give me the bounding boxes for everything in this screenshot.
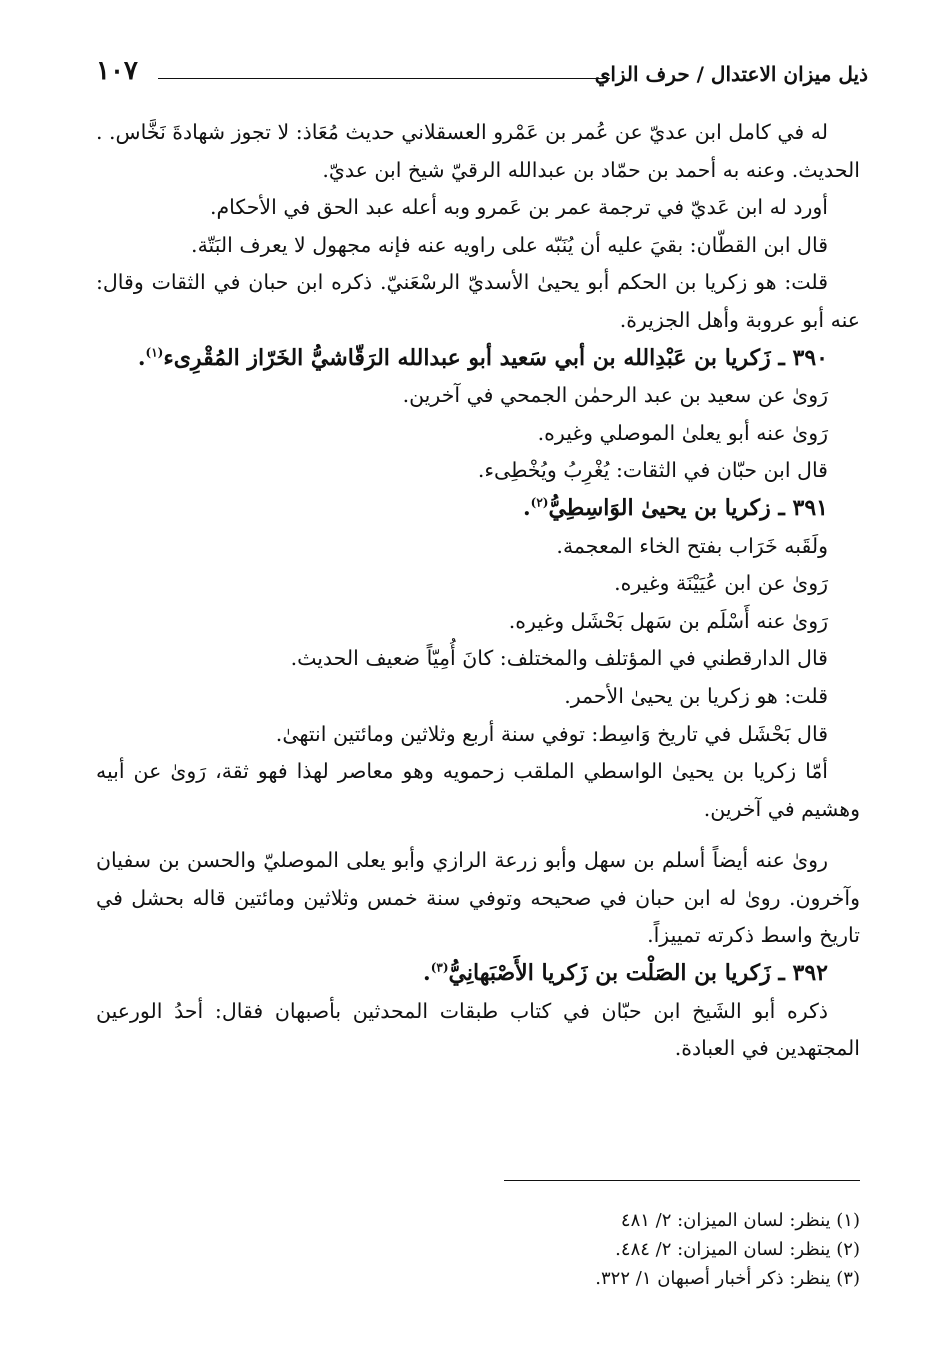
paragraph: له في كامل ابن عديّ عن عُمر بن عَمْرو العسقلاني حديث مُعَاذ: لا تجوز شهادةَ نَخَّاس. . الحديث. وعنه به أحمد بن حمّاد بن عبدالله الرقيّ شيخ ابن عديّ. [96,120,860,182]
entry-title: ٣٩٠ ـ زَكريا بن عَبْدِالله بن أبي سَعيد أبو عبدالله الرَقّاشيُّ الخَرّاز المُقْرِىء [163,344,828,371]
paragraph: رَوىٰ عنه أَسْلَم بن سَهل بَحْشَل وغيره. [508,608,828,633]
footnote: (٢) ينظر: لسان الميزان: ٢/ ٤٨٤. [615,1239,860,1260]
main-text [96,114,860,1068]
running-title: ذيل ميزان الاعتدال / حرف الزاي [594,62,868,86]
footnote-mark: (٢) [530,495,549,510]
footnote: (٣) ينظر: ذكر أخبار أصبهان ١/ ٣٢٢. [595,1268,860,1289]
footnotes [96,1206,860,1293]
entry-heading-392: ٣٩٢ ـ زَكريا بن الصَلْت بن زَكريا الأَصْبَهانِيُّ$^{(٣)}$. [423,960,828,987]
paragraph: قلت: هو زكريا بن يحيىٰ الأحمر. [564,683,828,708]
page-header [96,56,868,96]
paragraph: ولَقَبه خَرَاب بفتح الخاء المعجمة. [556,533,828,558]
paragraph: قال الدارقطني في المؤتلف والمختلف: كانَ أُمِيّاً ضعيف الحديث. [290,646,828,671]
entry-heading-391: ٣٩١ ـ زكريا بن يحيىٰ الوَاسِطِيُّ$^{(٢)}$. [522,494,828,521]
paragraph: روىٰ عنه أيضاً أسلم بن سهل وأبو زرعة الرازي وأبو يعلى الموصليّ والحسن بن سفيان وآخرون. روىٰ له ابن حبان في صحيحه وتوفي سنة خمس وثلاثين ومائتين قاله بحشل في تاريخ واسط ذكرته تمييزاً. [96,848,860,948]
entry-heading-390: ٣٩٠ ـ زَكريا بن عَبْدِالله بن أبي سَعيد أبو عبدالله الرَقّاشيُّ الخَرّاز المُقْرِىء$^{(١)}$. [137,344,828,371]
header-rule [158,78,610,79]
paragraph: قال ابن حبّان في الثقات: يُغْرِبُ ويُخْطِىء. [477,458,828,483]
footnote: (١) ينظر: لسان الميزان: ٢/ ٤٨١ [620,1210,860,1231]
paragraph: أورد له ابن عَديّ في ترجمة عمر بن عَمرو وبه أعله عبد الحق في الأحكام. [209,195,828,220]
paragraph: قال ابن القطّان: بقيَ عليه أن يُنَبّه على راويه عنه فإنه مجهول لا يعرف البَتّة. [191,232,828,257]
paragraph: قلت: هو زكريا بن الحكم أبو يحيىٰ الأسديّ الرسْعَنيّ. ذكره ابن حبان في الثقات وقال: عنه أبو عروبة وأهل الجزيرة. [96,270,860,332]
paragraph: ذكره أبو الشَيخ ابن حبّان في كتاب طبقات المحدثين بأصبهان فقال: أحدُ الورعين المجتهدين في العبادة. [96,998,860,1061]
paragraph: رَوىٰ عنه أبو يعلىٰ الموصلي وغيره. [537,420,828,445]
paragraph: رَوىٰ عن سعيد بن عبد الرحمٰن الجمحي في آخرين. [402,383,828,408]
page-number: ١٠٧ [96,56,138,86]
entry-title: ٣٩٢ ـ زَكريا بن الصَلْت بن زَكريا الأَصْبَهانِيُّ [448,960,828,987]
footnote-mark: (٣) [430,960,449,975]
paragraph: رَوىٰ عن ابن عُيَيْنَة وغيره. [614,571,828,596]
footnote-mark: (١) [145,345,164,360]
paragraph: قال بَحْشَل في تاريخ وَاسِط: توفي سنة أربع وثلاثين ومائتين انتهىٰ. [275,721,828,746]
entry-title: ٣٩١ ـ زكريا بن يحيىٰ الوَاسِطِيُّ [548,494,828,521]
paragraph-gap [96,828,860,842]
paragraph: أمّا زكريا بن يحيىٰ الواسطي الملقب زحمويه وهو معاصر لهذا فهو ثقة، رَوىٰ عن أبيه وهشيم في آخرين. [96,759,860,821]
footnote-divider [504,1180,860,1181]
